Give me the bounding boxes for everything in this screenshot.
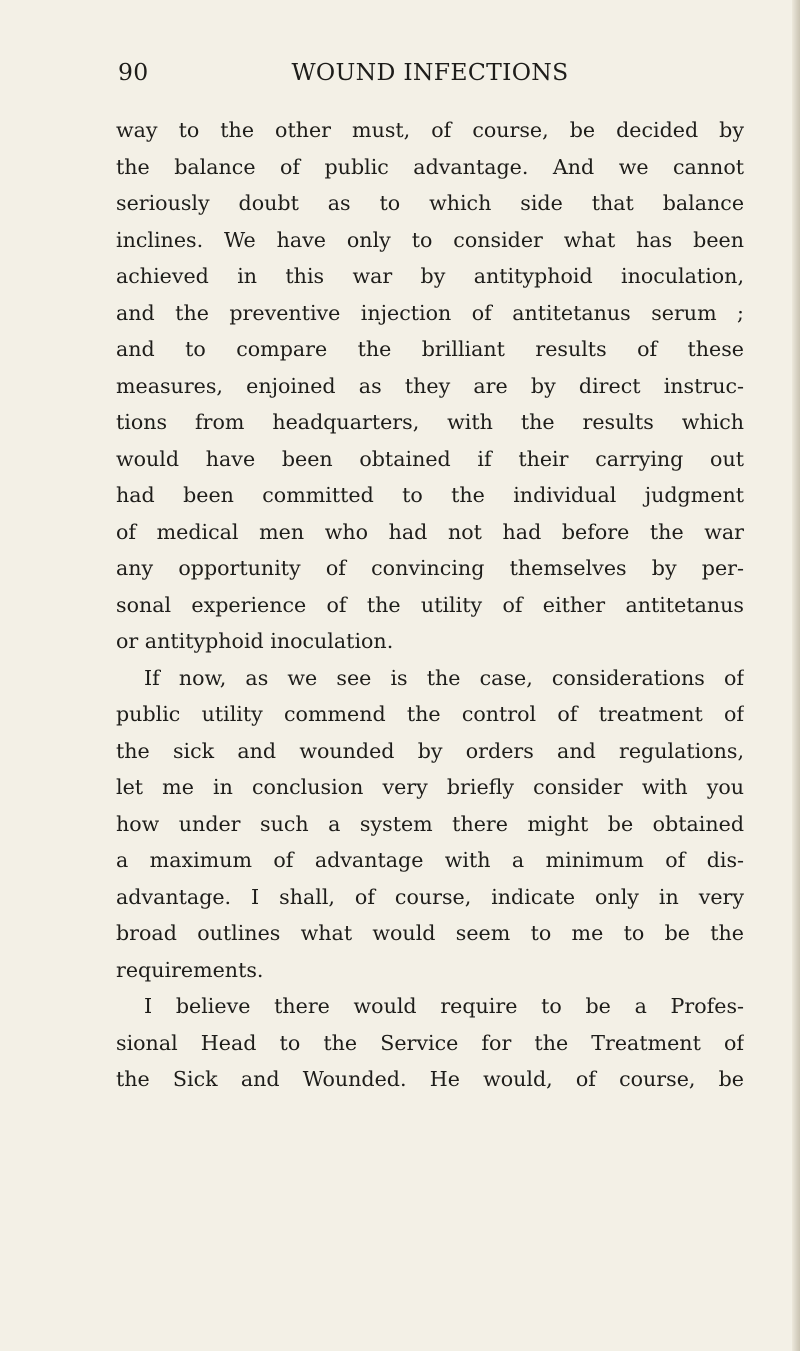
- text-line: any opportunity of convincing themselves by per-: [116, 556, 744, 580]
- text-line: the Sick and Wounded. He would, of course, be: [116, 1067, 744, 1091]
- text-line: a maximum of advantage with a minimum of dis-: [116, 848, 744, 872]
- text-line: would have been obtained if their carrying out: [116, 446, 744, 471]
- paragraph-start-line: I believe there would require to be a Profes-: [144, 994, 744, 1018]
- text-line: seriously doubt as to which side that balance: [116, 191, 744, 215]
- body-text: [116, 112, 744, 1098]
- text-line: had been committed to the individual judgment: [116, 483, 744, 507]
- text-line: sional Head to the Service for the Treatment of: [116, 1030, 744, 1055]
- page-edge: [792, 0, 800, 1351]
- paragraph-start-line: If now, as we see is the case, considerations of: [144, 665, 744, 690]
- text-line: advantage. I shall, of course, indicate only in very: [116, 884, 744, 909]
- text-line: public utility commend the control of treatment of: [116, 702, 744, 726]
- running-head: [100, 58, 720, 98]
- text-line: the sick and wounded by orders and regulations,: [116, 738, 744, 763]
- text-line: achieved in this war by antityphoid inoculation,: [116, 264, 744, 288]
- page-number: 90: [118, 58, 149, 86]
- text-line: the balance of public advantage. And we cannot: [116, 154, 744, 179]
- text-line: inclines. We have only to consider what has been: [116, 227, 744, 252]
- text-line: tions from headquarters, with the results which: [116, 410, 744, 434]
- running-title: WOUND INFECTIONS: [291, 58, 569, 86]
- text-line: let me in conclusion very briefly consider with you: [116, 775, 744, 799]
- paragraph-end-line: requirements.: [116, 957, 264, 982]
- text-line: of medical men who had not had before the war: [116, 519, 744, 544]
- text-line: and the preventive injection of antitetanus serum ;: [116, 300, 744, 325]
- text-line: way to the other must, of course, be decided by: [116, 118, 744, 142]
- text-line: how under such a system there might be obtained: [116, 811, 744, 836]
- paragraph-end-line: or antityphoid inoculation.: [116, 629, 394, 653]
- text-line: sonal experience of the utility of either antitetanus: [116, 592, 744, 617]
- text-line: measures, enjoined as they are by direct instruc-: [116, 373, 744, 398]
- text-line: and to compare the brilliant results of these: [116, 337, 744, 361]
- text-line: broad outlines what would seem to me to be the: [116, 921, 744, 945]
